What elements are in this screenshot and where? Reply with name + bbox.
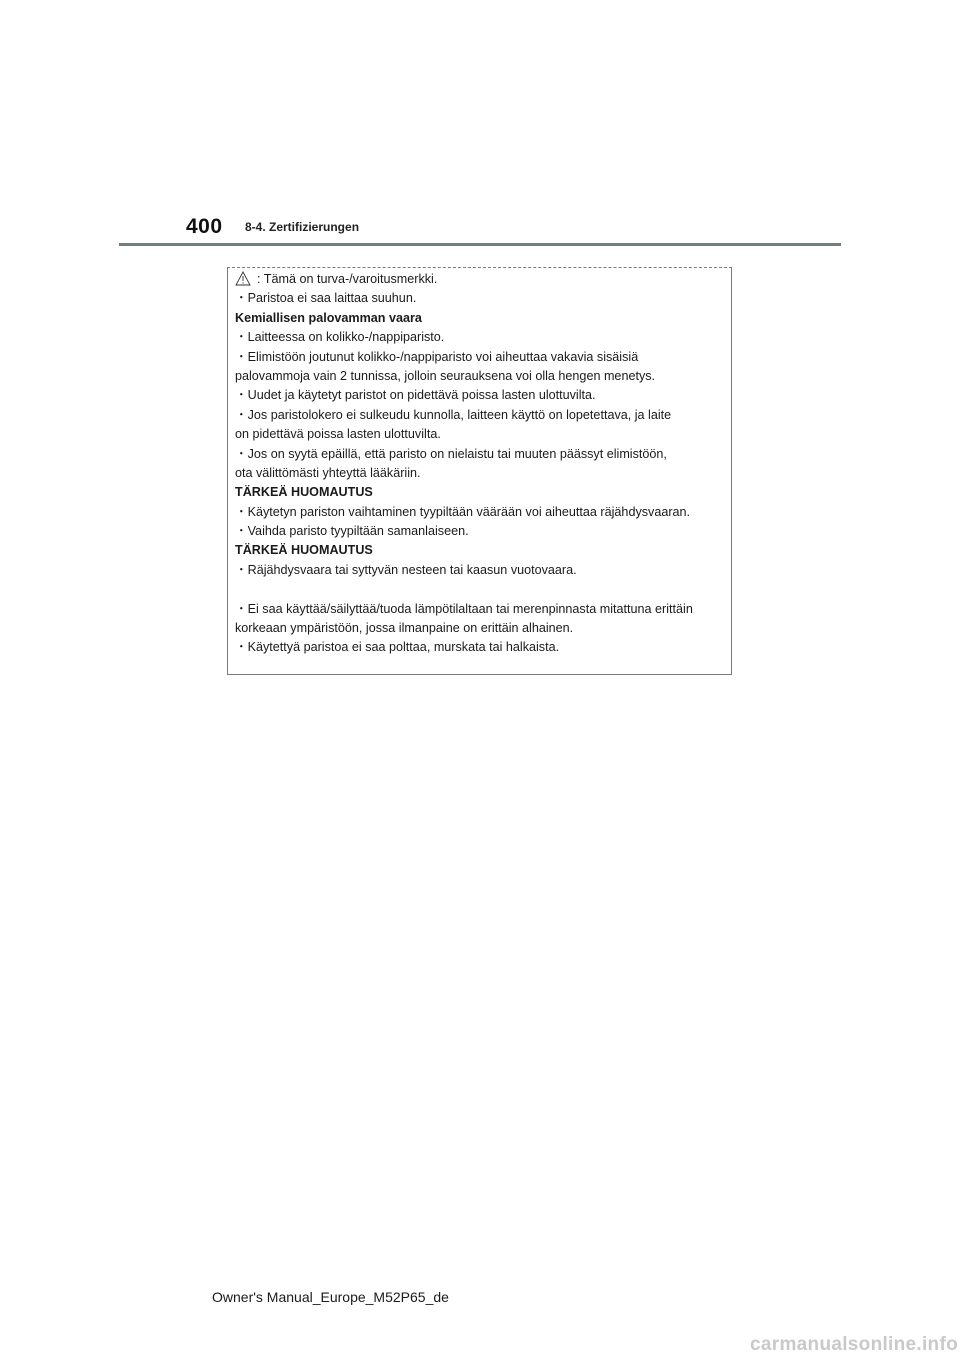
page-number: 400 [186, 215, 223, 238]
warning-legend-line [235, 270, 730, 289]
battery-warning-content [235, 270, 730, 658]
notice-heading: Kemiallisen palovamman vaara [235, 310, 422, 325]
notice-line: palovammoja vain 2 tunnissa, jolloin seurauksena voi olla hengen menetys. [235, 368, 656, 383]
notice-line: ・Vaihda paristo tyypiltään samanlaiseen. [235, 524, 469, 539]
notice-line: ・Elimistöön joutunut kolikko-/nappiparisto voi aiheuttaa vakavia sisäisiä [235, 349, 639, 364]
notice-heading: TÄRKEÄ HUOMAUTUS [235, 485, 373, 500]
notice-line: ・Uudet ja käytetyt paristot on pidettävä poissa lasten ulottuvilta. [235, 388, 596, 403]
notice-heading: TÄRKEÄ HUOMAUTUS [235, 543, 373, 558]
manual-footer: Owner's Manual_Europe_M52P65_de [212, 1289, 449, 1305]
notice-line: ・Käytetyn pariston vaihtaminen tyypiltään väärään voi aiheuttaa räjähdysvaaran. [235, 504, 691, 519]
notice-line: ・Käytettyä paristoa ei saa polttaa, murskata tai halkaista. [235, 640, 560, 655]
notice-spacer [235, 580, 730, 599]
notice-line: ・Jos on syytä epäillä, että paristo on nielaistu tai muuten päässyt elimistöön, [235, 446, 667, 461]
watermark: carmanualsonline.info [750, 1334, 958, 1355]
warning-legend-text: : Tämä on turva-/varoitusmerkki. [257, 272, 438, 286]
notice-line: ・Jos paristolokero ei sulkeudu kunnolla, laitteen käyttö on lopetettava, ja laite [235, 407, 672, 422]
notice-line: ・Ei saa käyttää/säilyttää/tuoda lämpötilaltaan tai merenpinnasta mitattuna erittäin [235, 601, 693, 616]
notice-line: ・Paristoa ei saa laittaa suuhun. [235, 291, 417, 306]
notice-line: on pidettävä poissa lasten ulottuvilta. [235, 427, 441, 442]
notice-line: ・Räjähdysvaara tai syttyvän nesteen tai kaasun vuotovaara. [235, 562, 577, 577]
section-title: 8-4. Zertifizierungen [245, 220, 360, 234]
notice-line: ・Laitteessa on kolikko-/nappiparisto. [235, 330, 445, 345]
notice-line: ota välittömästi yhteyttä lääkäriin. [235, 465, 421, 480]
header-divider [119, 243, 841, 246]
warning-triangle-icon [235, 271, 251, 286]
notice-line: korkeaan ympäristöön, jossa ilmanpaine on erittäin alhainen. [235, 621, 574, 636]
